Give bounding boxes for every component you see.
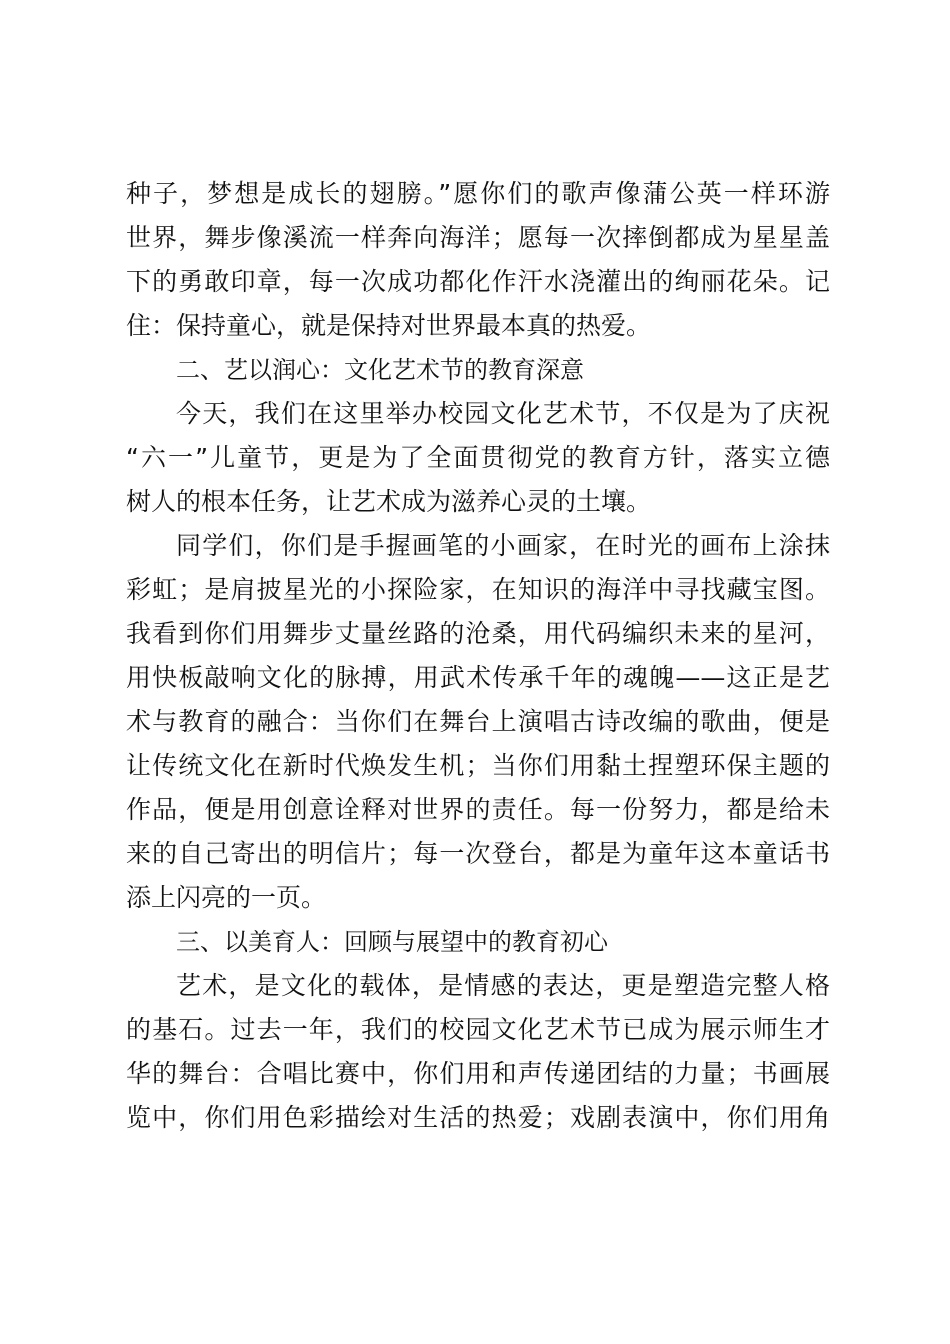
text-line: 艺术，是文化的载体，是情感的表达，更是塑造完整人格 bbox=[176, 971, 830, 1000]
section-heading bbox=[126, 920, 830, 964]
text-line: 的基石。过去一年，我们的校园文化艺术节已成为展示师生才 bbox=[126, 1015, 830, 1044]
text-line: 览中，你们用色彩描绘对生活的热爱；戏剧表演中，你们用角 bbox=[126, 1103, 830, 1132]
text-line: 今天，我们在这里举办校园文化艺术节，不仅是为了庆祝 bbox=[176, 399, 830, 428]
text-line: 住：保持童心，就是保持对世界最本真的热爱。 bbox=[126, 311, 652, 340]
text-line: 同学们，你们是手握画笔的小画家，在时光的画布上涂抹 bbox=[176, 531, 830, 560]
paragraph bbox=[126, 392, 830, 524]
text-line: 华的舞台：合唱比赛中，你们用和声传递团结的力量；书画展 bbox=[126, 1059, 830, 1088]
text-line: 下的勇敢印章，每一次成功都化作汗水浇灌出的绚丽花朵。记 bbox=[126, 267, 830, 296]
text-line: 用快板敲响文化的脉搏，用武术传承千年的魂魄——这正是艺 bbox=[126, 663, 830, 692]
text-line: 添上闪亮的一页。 bbox=[126, 883, 327, 912]
section-heading bbox=[126, 348, 830, 392]
text-line: 来的自己寄出的明信片；每一次登台，都是为童年这本童话书 bbox=[126, 839, 830, 868]
text-line: 树人的根本任务，让艺术成为滋养心灵的土壤。 bbox=[126, 487, 652, 516]
section-heading-text: 二、艺以润心：文化艺术节的教育深意 bbox=[176, 356, 584, 384]
paragraph bbox=[126, 172, 830, 348]
text-line: “六一”儿童节，更是为了全面贯彻党的教育方针，落实立德 bbox=[126, 443, 830, 472]
section-heading-text: 三、以美育人：回顾与展望中的教育初心 bbox=[176, 928, 608, 956]
text-line: 种子，梦想是成长的翅膀。”愿你们的歌声像蒲公英一样环游 bbox=[126, 179, 830, 208]
text-line: 术与教育的融合：当你们在舞台上演唱古诗改编的歌曲，便是 bbox=[126, 707, 830, 736]
text-line: 作品，便是用创意诠释对世界的责任。每一份努力，都是给未 bbox=[126, 795, 830, 824]
text-line: 让传统文化在新时代焕发生机；当你们用黏土捏塑环保主题的 bbox=[126, 751, 830, 780]
text-line: 我看到你们用舞步丈量丝路的沧桑，用代码编织未来的星河， bbox=[126, 619, 830, 648]
paragraph bbox=[126, 524, 830, 920]
document-body bbox=[126, 172, 830, 1140]
paragraph bbox=[126, 964, 830, 1140]
text-line: 世界，舞步像溪流一样奔向海洋；愿每一次摔倒都成为星星盖 bbox=[126, 223, 830, 252]
text-line: 彩虹；是肩披星光的小探险家，在知识的海洋中寻找藏宝图。 bbox=[126, 575, 830, 604]
